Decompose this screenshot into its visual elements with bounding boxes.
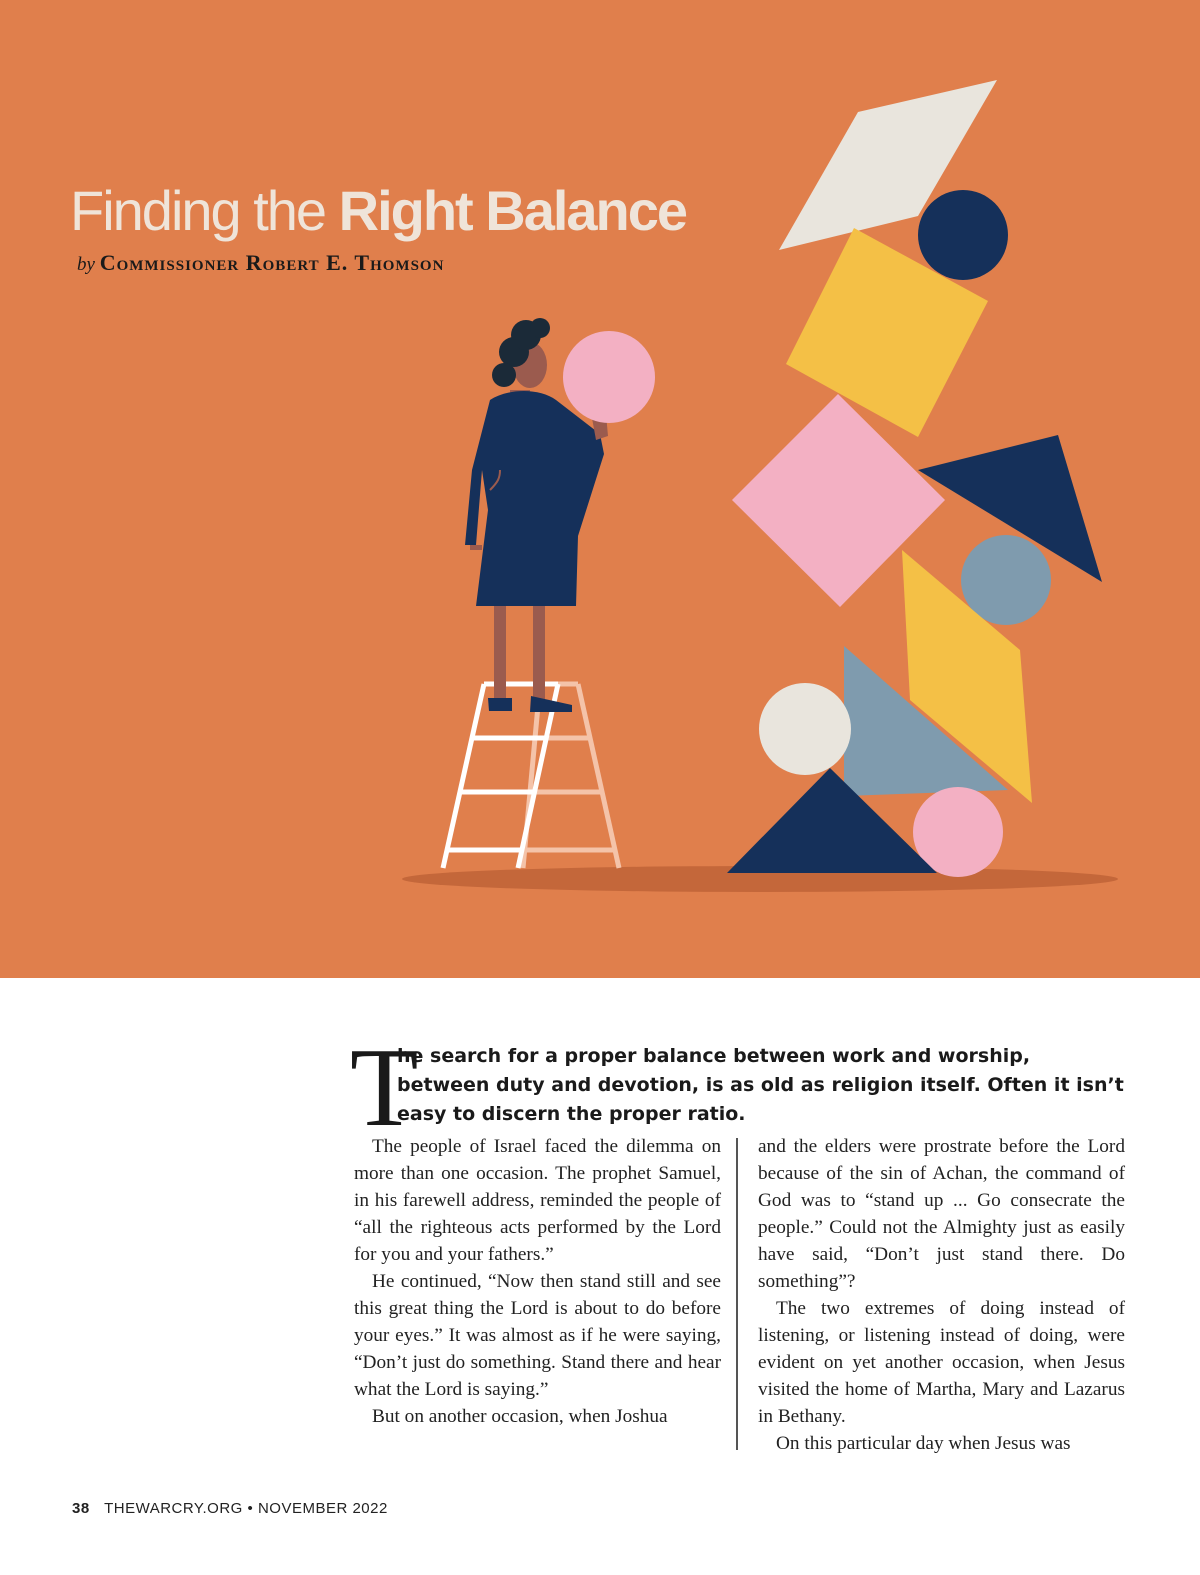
article-title — [70, 178, 686, 243]
byline-author: Commissioner Robert E. Thomson — [99, 250, 445, 275]
drop-cap: T — [350, 1026, 419, 1150]
stacked-shapes — [727, 80, 1102, 877]
footer-issue: NOVEMBER 2022 — [257, 1500, 388, 1517]
paragraph: and the elders were prostrate before the Lord because of the sin of Achan, the command of God was to “stand up ... Go consecrate the people.” Could not the Almighty just as easily have said, “Don’t just stand there. Do something”? — [758, 1136, 1125, 1292]
cream-circle — [759, 683, 851, 775]
paragraph: But on another occasion, when Joshua — [372, 1406, 668, 1427]
page-number: 38 — [72, 1500, 90, 1517]
title-bold: Right Balance — [338, 179, 687, 242]
column-divider — [736, 1138, 738, 1450]
held-pink-circle — [563, 331, 655, 423]
paragraph: The people of Israel faced the dilemma on more than one occasion. The prophet Samuel, in his farewell address, reminded the people of “all the righteous acts performed by the Lord for you and your fathers.” — [354, 1136, 721, 1265]
body-column-right — [758, 1133, 1125, 1457]
byline — [77, 250, 444, 276]
paragraph: The two extremes of doing instead of listening, or listening instead of doing, were evident on yet another occasion, when Jesus visited the home of Martha, Mary and Lazarus in Bethany. — [758, 1298, 1125, 1427]
footer-separator: • — [247, 1500, 254, 1517]
page-footer — [72, 1500, 388, 1517]
title-light: Finding the — [70, 179, 339, 242]
paragraph: He continued, “Now then stand still and see this great thing the Lord is about to do before your eyes.” It was almost as if he were saying, “Don’t just do something. Stand there and hear what the Lord is saying.” — [354, 1271, 721, 1400]
byline-by: by — [77, 254, 95, 275]
body-column-left — [354, 1133, 721, 1430]
paragraph: On this particular day when Jesus was — [776, 1433, 1071, 1454]
navy-circle-top — [918, 190, 1008, 280]
lede-paragraph: he search for a proper balance between work and worship, between duty and devotion, is as old as religion itself. Often it isn’t easy to discern the proper ratio. — [397, 1045, 1124, 1125]
footer-site: THEWARCRY.ORG — [104, 1500, 243, 1517]
